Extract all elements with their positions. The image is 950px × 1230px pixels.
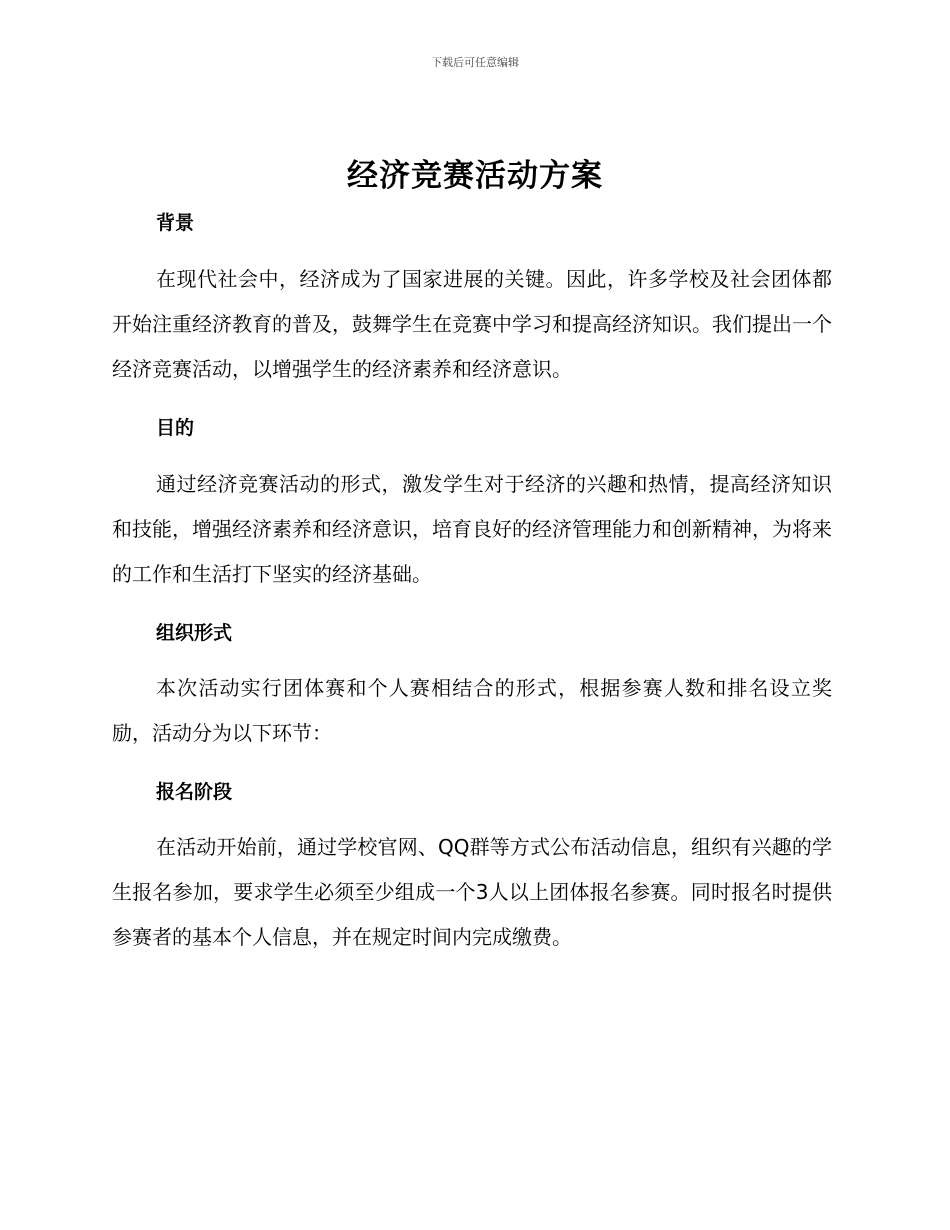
section-body-organization: 本次活动实行团体赛和个人赛相结合的形式，根据参赛人数和排名设立奖励，活动分为以下环节： xyxy=(112,676,832,745)
section-heading-background: 背景 xyxy=(156,212,195,234)
document-title: 经济竞赛活动方案 xyxy=(347,158,603,194)
section-heading-purpose: 目的 xyxy=(156,417,195,439)
section-heading-registration: 报名阶段 xyxy=(156,781,233,803)
section-body-purpose: 通过经济竞赛活动的形式，激发学生对于经济的兴趣和热情，提高经济知识和技能，增强经济素养和经济意识，培育良好的经济管理能力和创新精神，为将来的工作和生活打下坚实的经济基础。 xyxy=(112,472,832,586)
section-body-background: 在现代社会中，经济成为了国家进展的关键。因此，许多学校及社会团体都开始注重经济教育的普及，鼓舞学生在竞赛中学习和提高经济知识。我们提出一个经济竞赛活动，以增强学生的经济素养和经济意识。 xyxy=(112,267,832,381)
section-heading-organization: 组织形式 xyxy=(156,622,233,644)
page-header-note: 下载后可任意编辑 xyxy=(431,56,519,69)
section-body-registration: 在活动开始前，通过学校官网、QQ群等方式公布活动信息，组织有兴趣的学生报名参加，要求学生必须至少组成一个3人以上团体报名参赛。同时报名时提供参赛者的基本个人信息，并在规定时间内完成缴费。 xyxy=(112,835,832,949)
